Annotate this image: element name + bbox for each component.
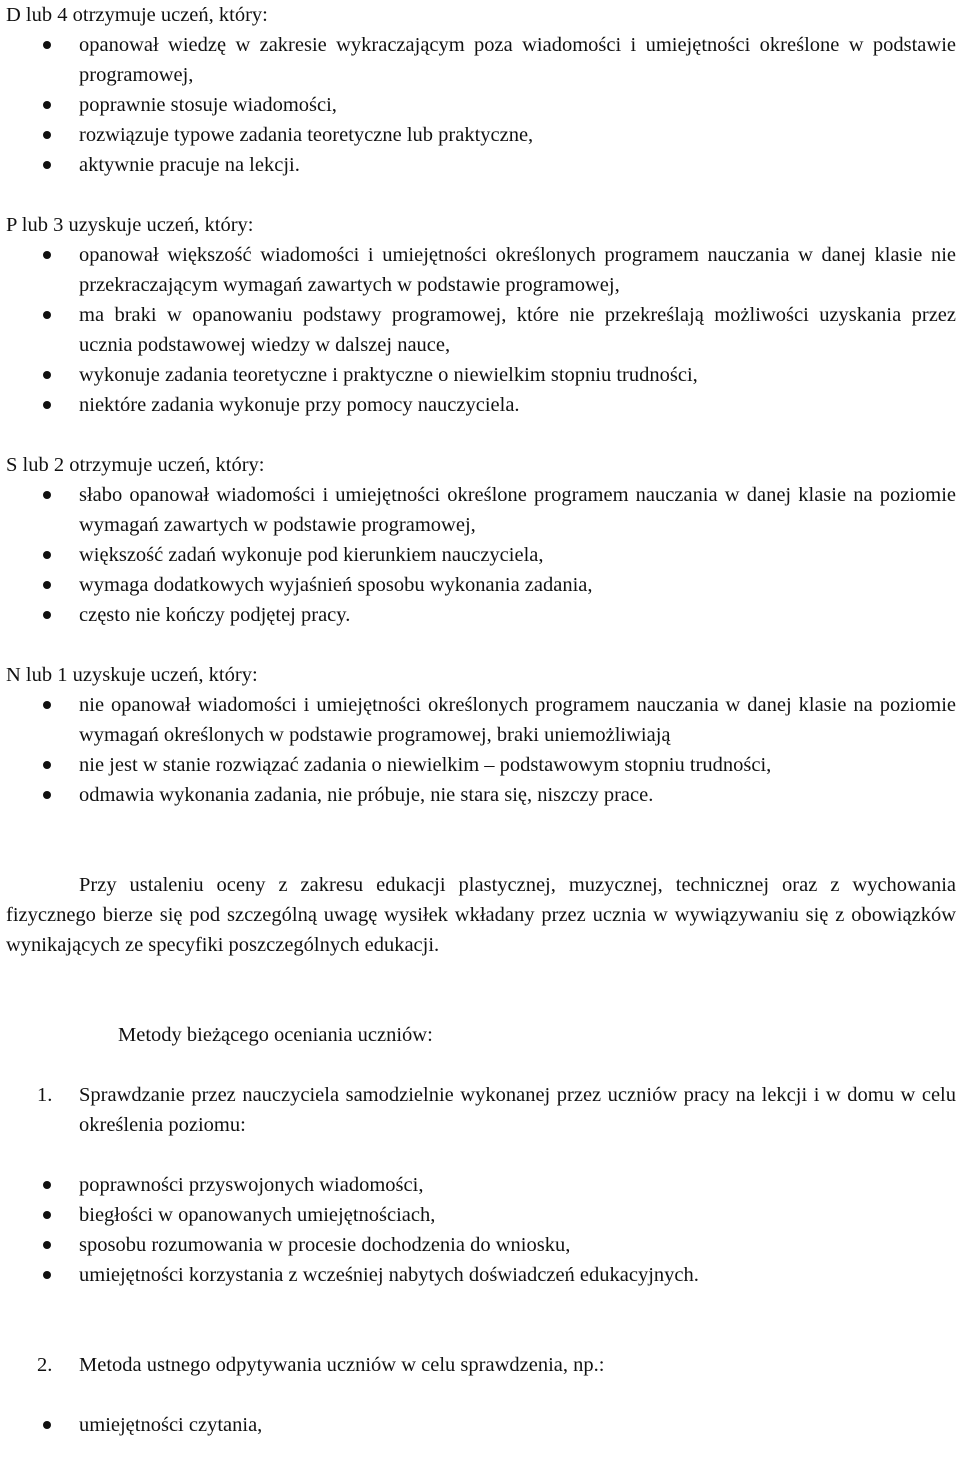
- list-item: biegłości w opanowanych umiejętnościach,: [6, 1200, 960, 1230]
- grade-heading-n1: N lub 1 uzyskuje uczeń, który:: [6, 664, 258, 686]
- grade-criteria-list-p3: [6, 240, 960, 420]
- spacer: [6, 420, 960, 450]
- list-item: umiejętności korzystania z wcześniej nabytych doświadczeń edukacyjnych.: [6, 1260, 960, 1290]
- list-item: poprawnie stosuje wiadomości,: [6, 90, 960, 120]
- method-number: 2.: [37, 1354, 53, 1376]
- method-1-bullet-list: [6, 1170, 960, 1290]
- grade-criteria-list-n1: [6, 690, 960, 810]
- list-item: wymaga dodatkowych wyjaśnień sposobu wykonania zadania,: [6, 570, 960, 600]
- grade-criteria-list-d4: [6, 30, 960, 180]
- list-item: poprawności przyswojonych wiadomości,: [6, 1170, 960, 1200]
- list-item: aktywnie pracuje na lekcji.: [6, 150, 960, 180]
- list-item: nie opanował wiadomości i umiejętności określonych programem nauczania w danej klasie na poziomie wymagań określonych w podstawie programowej, braki uniemożliwiają: [6, 690, 960, 750]
- spacer: [6, 960, 960, 1020]
- method-2-bullet-list: [6, 1410, 960, 1440]
- method-item-1: [6, 1080, 960, 1140]
- spacer: [6, 1050, 960, 1080]
- grade-heading-p3: P lub 3 uzyskuje uczeń, który:: [6, 214, 254, 236]
- list-item: słabo opanował wiadomości i umiejętności określone programem nauczania w danej klasie na poziomie wymagań zawartych w podstawie programowej,: [6, 480, 960, 540]
- methods-title: Metody bieżącego oceniania uczniów:: [118, 1024, 433, 1046]
- method-number: 1.: [37, 1084, 53, 1106]
- list-item: sposobu rozumowania w procesie dochodzenia do wniosku,: [6, 1230, 960, 1260]
- spacer: [6, 630, 960, 660]
- spacer: [6, 180, 960, 210]
- list-item: często nie kończy podjętej pracy.: [6, 600, 960, 630]
- evaluation-note-paragraph: Przy ustaleniu oceny z zakresu edukacji plastycznej, muzycznej, technicznej oraz z wychowania fizycznego bierze się pod szczególną uwagę wysiłek wkładany przez ucznia w wywiązywaniu się z obowiązków wynikających ze specyfiki poszczególnych edukacji.: [6, 874, 956, 956]
- spacer: [6, 1380, 960, 1410]
- spacer: [6, 1290, 960, 1350]
- grade-heading-d4: D lub 4 otrzymuje uczeń, który:: [6, 4, 268, 26]
- method-text: Sprawdzanie przez nauczyciela samodzielnie wykonanej przez uczniów pracy na lekcji i w domu w celu określenia poziomu:: [79, 1084, 956, 1136]
- grade-criteria-list-s2: [6, 480, 960, 630]
- spacer: [6, 1140, 960, 1170]
- list-item: niektóre zadania wykonuje przy pomocy nauczyciela.: [6, 390, 960, 420]
- list-item: rozwiązuje typowe zadania teoretyczne lub praktyczne,: [6, 120, 960, 150]
- spacer: [6, 810, 960, 870]
- list-item: opanował wiedzę w zakresie wykraczającym poza wiadomości i umiejętności określone w podstawie programowej,: [6, 30, 960, 90]
- method-text: Metoda ustnego odpytywania uczniów w celu sprawdzenia, np.:: [79, 1354, 605, 1376]
- method-item-2: [6, 1350, 960, 1380]
- list-item: większość zadań wykonuje pod kierunkiem nauczyciela,: [6, 540, 960, 570]
- list-item: ma braki w opanowaniu podstawy programowej, które nie przekreślają możliwości uzyskania przez ucznia podstawowej wiedzy w dalszej nauce,: [6, 300, 960, 360]
- list-item: wykonuje zadania teoretyczne i praktyczne o niewielkim stopniu trudności,: [6, 360, 960, 390]
- list-item: odmawia wykonania zadania, nie próbuje, nie stara się, niszczy prace.: [6, 780, 960, 810]
- list-item: nie jest w stanie rozwiązać zadania o niewielkim – podstawowym stopniu trudności,: [6, 750, 960, 780]
- list-item: umiejętności czytania,: [6, 1410, 960, 1440]
- list-item: opanował większość wiadomości i umiejętności określonych programem nauczania w danej klasie nie przekraczającym wymagań zawartych w podstawie programowej,: [6, 240, 960, 300]
- grade-heading-s2: S lub 2 otrzymuje uczeń, który:: [6, 454, 265, 476]
